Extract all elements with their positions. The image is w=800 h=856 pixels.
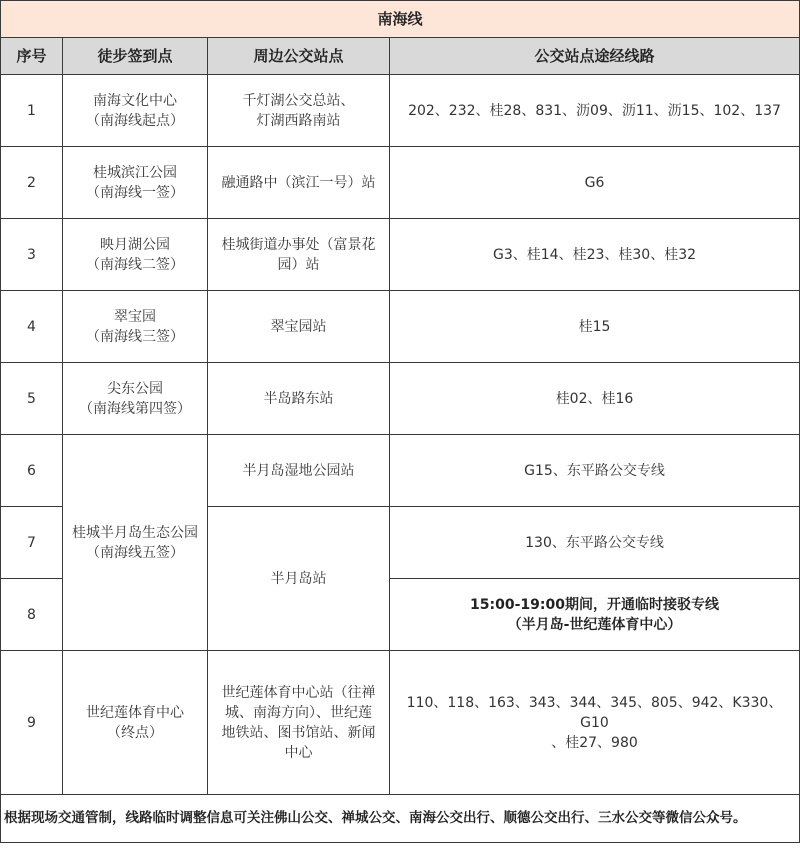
row-number: 3 — [1, 219, 63, 291]
note-row — [1, 795, 800, 843]
shuttle-routes-cell: 15:00-19:00期间，开通临时接驳专线 （半月岛-世纪莲体育中心） — [390, 579, 800, 651]
header-row — [1, 38, 800, 75]
checkpoint-cell: 尖东公园 （南海线第四签） — [63, 363, 208, 435]
row-number: 5 — [1, 363, 63, 435]
checkpoint-cell: 世纪莲体育中心 （终点） — [63, 651, 208, 795]
row-number: 9 — [1, 651, 63, 795]
stations-cell: 半月岛湿地公园站 — [208, 435, 390, 507]
checkpoint-cell: 翠宝园 （南海线三签） — [63, 291, 208, 363]
stations-cell: 半月岛站 — [208, 507, 390, 651]
row-number: 7 — [1, 507, 63, 579]
table-row — [1, 435, 800, 507]
row-number: 4 — [1, 291, 63, 363]
row-number: 6 — [1, 435, 63, 507]
table-row — [1, 75, 800, 147]
stations-cell: 世纪莲体育中心站（往禅 城、南海方向）、世纪莲 地铁站、图书馆站、新闻 中心 — [208, 651, 390, 795]
routes-cell: 桂02、桂16 — [390, 363, 800, 435]
header-checkpoint: 徒步签到点 — [63, 38, 208, 75]
row-number: 1 — [1, 75, 63, 147]
routes-cell: 110、118、163、343、344、345、805、942、K330、G10 、桂27、980 — [390, 651, 800, 795]
header-no: 序号 — [1, 38, 63, 75]
routes-cell: G3、桂14、桂23、桂30、桂32 — [390, 219, 800, 291]
checkpoint-cell: 南海文化中心 （南海线起点） — [63, 75, 208, 147]
title-row — [1, 1, 800, 38]
row-number: 8 — [1, 579, 63, 651]
table-row — [1, 291, 800, 363]
table-title: 南海线 — [1, 1, 800, 38]
routes-cell: 202、232、桂28、831、沥09、沥11、沥15、102、137 — [390, 75, 800, 147]
routes-cell: G15、东平路公交专线 — [390, 435, 800, 507]
traffic-note: 根据现场交通管制，线路临时调整信息可关注佛山公交、禅城公交、南海公交出行、顺德公交出行、三水公交等微信公众号。 — [1, 795, 800, 843]
routes-cell: 桂15 — [390, 291, 800, 363]
checkpoint-cell: 桂城滨江公园 （南海线一签） — [63, 147, 208, 219]
routes-cell: G6 — [390, 147, 800, 219]
header-stations: 周边公交站点 — [208, 38, 390, 75]
table-row — [1, 363, 800, 435]
row-number: 2 — [1, 147, 63, 219]
table-row — [1, 147, 800, 219]
stations-cell: 融通路中（滨江一号）站 — [208, 147, 390, 219]
header-routes: 公交站点途经线路 — [390, 38, 800, 75]
checkpoint-cell: 桂城半月岛生态公园 （南海线五签） — [63, 435, 208, 651]
checkpoint-cell: 映月湖公园 （南海线二签） — [63, 219, 208, 291]
routes-cell: 130、东平路公交专线 — [390, 507, 800, 579]
stations-cell: 千灯湖公交总站、 灯湖西路南站 — [208, 75, 390, 147]
stations-cell: 半岛路东站 — [208, 363, 390, 435]
table-row — [1, 219, 800, 291]
stations-cell: 桂城街道办事处（富景花 园）站 — [208, 219, 390, 291]
stations-cell: 翠宝园站 — [208, 291, 390, 363]
table-row — [1, 651, 800, 795]
